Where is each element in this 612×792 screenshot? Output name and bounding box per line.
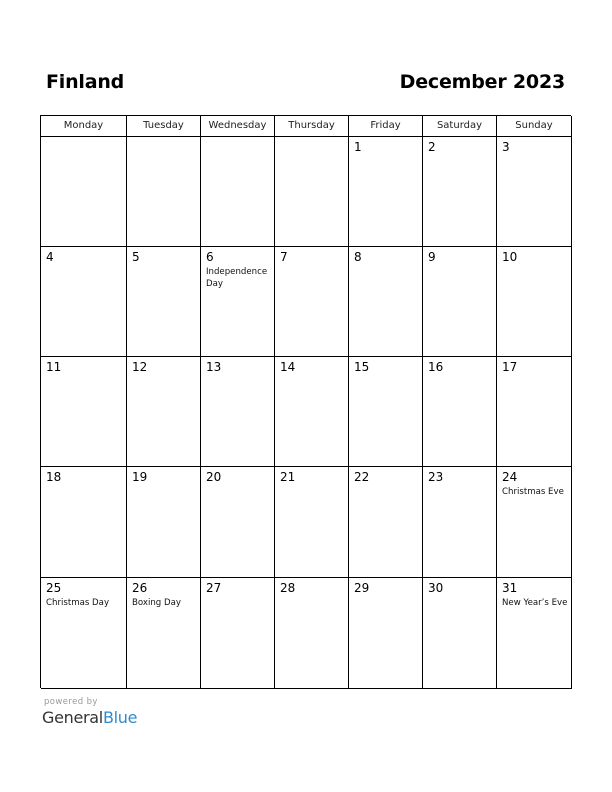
day-cell	[275, 578, 349, 689]
day-cell	[423, 357, 497, 467]
day-number: 1	[354, 140, 362, 154]
day-cell	[127, 578, 201, 689]
day-number: 22	[354, 470, 370, 484]
day-cell	[497, 137, 572, 247]
day-number: 31	[502, 581, 518, 595]
powered-by-text: powered by	[44, 697, 98, 707]
day-number: 6	[206, 250, 214, 264]
day-cell	[497, 578, 572, 689]
day-number: 23	[428, 470, 444, 484]
weekday-header: Monday	[41, 116, 127, 137]
holiday-label: New Year’s Eve	[502, 598, 568, 608]
day-cell	[423, 467, 497, 578]
day-number: 12	[132, 360, 148, 374]
day-number: 2	[428, 140, 436, 154]
day-cell	[201, 137, 275, 247]
day-cell	[349, 137, 423, 247]
day-number: 10	[502, 250, 518, 264]
day-number: 15	[354, 360, 370, 374]
day-cell	[423, 137, 497, 247]
day-number: 9	[428, 250, 436, 264]
day-number: 27	[206, 581, 222, 595]
weekday-header: Friday	[349, 116, 423, 137]
day-cell	[201, 467, 275, 578]
day-cell	[423, 578, 497, 689]
day-cell	[127, 357, 201, 467]
logo-general-text: General	[42, 708, 103, 727]
day-number: 19	[132, 470, 148, 484]
day-number: 4	[46, 250, 54, 264]
day-number: 26	[132, 581, 148, 595]
weekday-header: Wednesday	[201, 116, 275, 137]
day-cell	[41, 247, 127, 357]
day-cell	[201, 578, 275, 689]
day-cell	[275, 467, 349, 578]
day-cell	[41, 357, 127, 467]
day-number: 30	[428, 581, 444, 595]
day-cell	[349, 247, 423, 357]
day-number: 8	[354, 250, 362, 264]
day-number: 28	[280, 581, 296, 595]
day-number: 21	[280, 470, 296, 484]
day-cell	[275, 137, 349, 247]
day-cell	[127, 467, 201, 578]
month-title: December 2023	[399, 71, 565, 93]
day-number: 16	[428, 360, 444, 374]
day-number: 11	[46, 360, 62, 374]
day-cell	[201, 247, 275, 357]
weekday-header: Sunday	[497, 116, 572, 137]
day-number: 7	[280, 250, 288, 264]
day-cell	[497, 247, 572, 357]
day-number: 25	[46, 581, 62, 595]
holiday-label: Boxing Day	[132, 598, 181, 608]
logo-blue-text: Blue	[102, 708, 138, 727]
day-cell	[497, 357, 572, 467]
day-number: 17	[502, 360, 518, 374]
day-cell	[349, 357, 423, 467]
day-cell	[349, 578, 423, 689]
day-cell	[275, 247, 349, 357]
day-number: 20	[206, 470, 222, 484]
holiday-label: Independence Day	[206, 267, 268, 289]
weekday-header: Tuesday	[127, 116, 201, 137]
weekday-header: Saturday	[423, 116, 497, 137]
day-number: 14	[280, 360, 296, 374]
holiday-label: Christmas Eve	[502, 487, 564, 497]
day-cell	[349, 467, 423, 578]
day-cell	[127, 247, 201, 357]
day-cell	[275, 357, 349, 467]
day-cell	[41, 578, 127, 689]
day-cell	[41, 137, 127, 247]
day-cell	[127, 137, 201, 247]
day-number: 13	[206, 360, 222, 374]
day-number: 24	[502, 470, 518, 484]
country-title: Finland	[46, 71, 125, 93]
day-number: 5	[132, 250, 140, 264]
day-cell	[41, 467, 127, 578]
calendar-grid	[40, 115, 571, 688]
weekday-header: Thursday	[275, 116, 349, 137]
day-number: 29	[354, 581, 370, 595]
day-number: 18	[46, 470, 62, 484]
day-number: 3	[502, 140, 510, 154]
day-cell	[497, 467, 572, 578]
day-cell	[201, 357, 275, 467]
holiday-label: Christmas Day	[46, 598, 110, 608]
generalblue-logo	[42, 708, 137, 727]
day-cell	[423, 247, 497, 357]
